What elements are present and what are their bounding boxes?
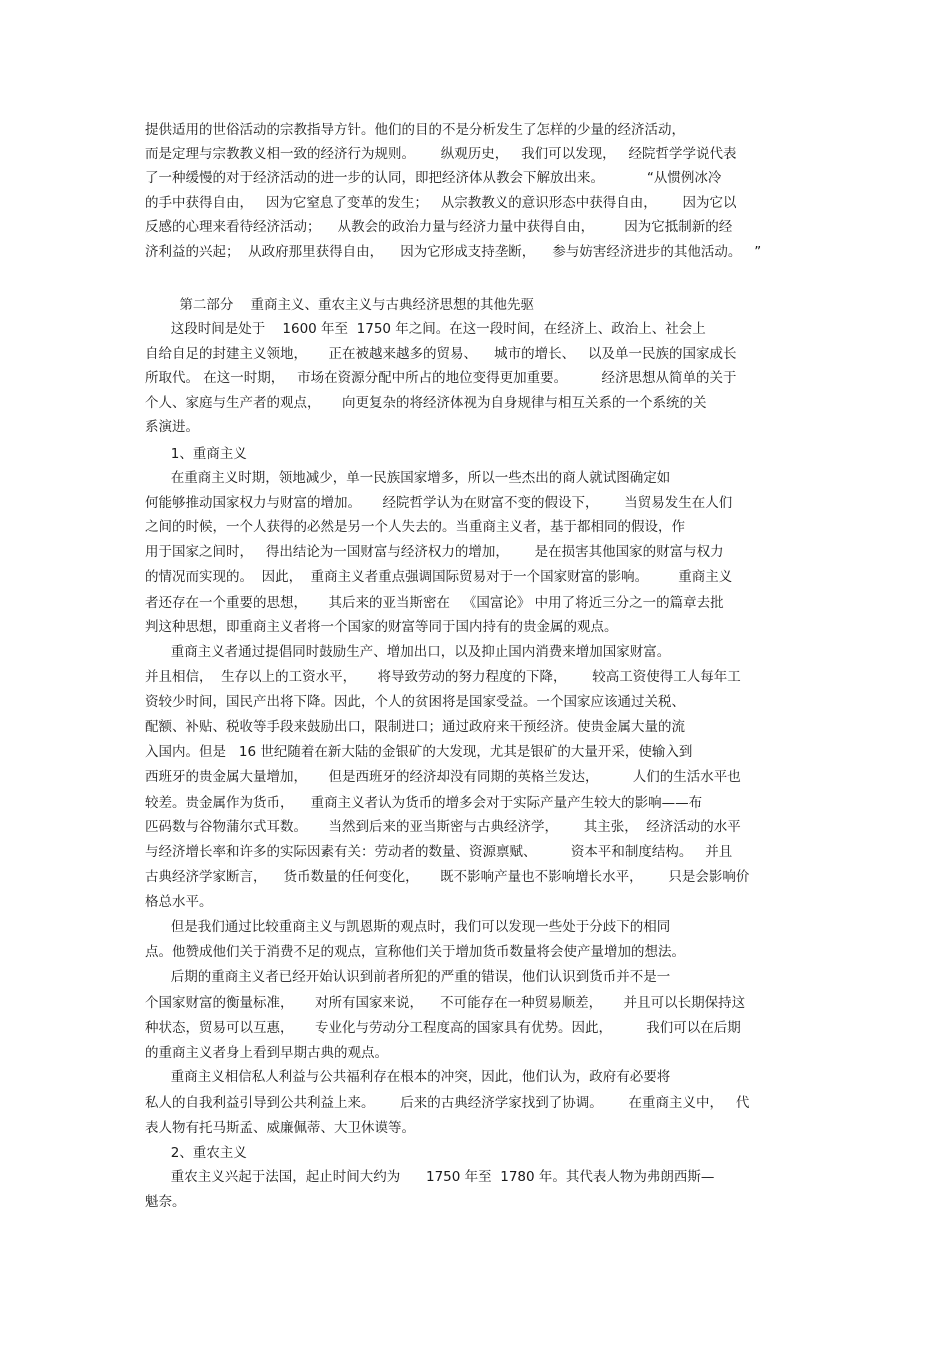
text-line: 西班牙的贵金属大量增加， 但是西班牙的经济却没有同期的英格兰发达， 人们的生活水平也 <box>145 769 741 785</box>
section-heading: 第二部分 重商主义、重农主义与古典经济思想的其他先驱 <box>145 297 534 313</box>
text-line: 所取代。 在这一时期， 市场在资源分配中所占的地位变得更加重要。 经济思想从简单的关于 <box>145 370 737 386</box>
text-line: 古典经济学家断言， 货币数量的任何变化， 既不影响产量也不影响增长水平， 只是会影响价 <box>145 869 750 885</box>
subsection-heading: 2、重农主义 <box>145 1145 247 1161</box>
text-line: 反感的心理来看待经济活动； 从教会的政治力量与经济力量中获得自由， 因为它抵制新的经 <box>145 219 733 235</box>
text-line: 后期的重商主义者已经开始认识到前者所犯的严重的错误，他们认识到货币并不是一 <box>145 969 671 985</box>
text-line: 济利益的兴起； 从政府那里获得自由， 因为它形成支持垄断， 参与妨害经济进步的其他活动。 ” <box>145 244 762 260</box>
text-line: 私人的自我利益引导到公共利益上来。 后来的古典经济学家找到了协调。 在重商主义中， 代 <box>145 1095 750 1111</box>
subsection-heading: 1、重商主义 <box>145 446 247 462</box>
text-line: 魁奈。 <box>145 1194 186 1210</box>
text-line: 提供适用的世俗活动的宗教指导方针。他们的目的不是分析发生了怎样的少量的经济活动， <box>145 122 685 138</box>
text-line: 较差。贵金属作为货币， 重商主义者认为货币的增多会对于实际产量产生较大的影响——布 <box>145 795 703 811</box>
text-line: 重商主义者通过提倡同时鼓励生产、增加出口，以及抑止国内消费来增加国家财富。 <box>145 644 671 660</box>
text-line: 这段时间是处于 1600 年至 1750 年之间。在这一段时间，在经济上、政治上、社会上 <box>145 321 706 337</box>
text-line: 匹码数与谷物蒲尔式耳数。 当然到后来的亚当斯密与古典经济学， 其主张， 经济活动的水平 <box>145 819 741 835</box>
text-line: 者还存在一个重要的思想， 其后来的亚当斯密在 《国富论》 中用了将近三分之一的篇章去批 <box>145 595 724 611</box>
text-line: 之间的时候，一个人获得的必然是另一个人失去的。当重商主义者，基于都相同的假设，作 <box>145 519 685 535</box>
text-line: 的手中获得自由， 因为它窒息了变革的发生； 从宗教教义的意识形态中获得自由， 因为它以 <box>145 195 737 211</box>
text-line: 个国家财富的衡量标准， 对所有国家来说， 不可能存在一种贸易顺差， 并且可以长期保持这 <box>145 995 746 1011</box>
text-line: 而是定理与宗教教义相一致的经济行为规则。 纵观历史， 我们可以发现， 经院哲学学说代表 <box>145 146 737 162</box>
text-line: 并且相信， 生存以上的工资水平， 将导致劳动的努力程度的下降， 较高工资使得工人每年工 <box>145 669 741 685</box>
text-line: 的情况而实现的。 因此， 重商主义者重点强调国际贸易对于一个国家财富的影响。 重商主义 <box>145 569 733 585</box>
text-line: 但是我们通过比较重商主义与凯恩斯的观点时，我们可以发现一些处于分歧下的相同 <box>145 919 671 935</box>
text-line: 判这种思想，即重商主义者将一个国家的财富等同于国内持有的贵金属的观点。 <box>145 619 618 635</box>
text-line: 表人物有托马斯孟、威廉佩蒂、大卫休谟等。 <box>145 1120 415 1136</box>
text-line: 配额、补贴、税收等手段来鼓励出口，限制进口；通过政府来干预经济。使贵金属大量的流 <box>145 719 685 735</box>
text-line: 资较少时间，国民产出将下降。因此，个人的贫困将是国家受益。一个国家应该通过关税、 <box>145 694 685 710</box>
text-line: 重商主义相信私人利益与公共福利存在根本的冲突，因此，他们认为，政府有必要将 <box>145 1069 671 1085</box>
text-line: 在重商主义时期，领地减少，单一民族国家增多，所以一些杰出的商人就试图确定如 <box>145 470 671 486</box>
text-line: 入国内。但是 16 世纪随着在新大陆的金银矿的大发现，尤其是银矿的大量开采，使输入到 <box>145 744 693 760</box>
text-line: 个人、家庭与生产者的观点， 向更复杂的将经济体视为自身规律与相互关系的一个系统的关 <box>145 395 707 411</box>
text-line: 格总水平。 <box>145 894 213 910</box>
text-line: 的重商主义者身上看到早期古典的观点。 <box>145 1045 388 1061</box>
text-line: 用于国家之间时， 得出结论为一国财富与经济权力的增加， 是在损害其他国家的财富与权力 <box>145 544 724 560</box>
text-line: 系演进。 <box>145 419 199 435</box>
text-line: 了一种缓慢的对于经济活动的进一步的认同，即把经济体从教会下解放出来。 “从惯例冰冷 <box>145 170 722 186</box>
text-line: 与经济增长率和许多的实际因素有关：劳动者的数量、资源禀赋、 资本平和制度结构。 并且 <box>145 844 733 860</box>
text-line: 重农主义兴起于法国，起止时间大约为 1750 年至 1780 年。其代表人物为弗朗西斯— <box>145 1169 715 1185</box>
text-line: 点。他赞成他们关于消费不足的观点，宣称他们关于增加货币数量将会使产量增加的想法。 <box>145 944 685 960</box>
text-line: 何能够推动国家权力与财富的增加。 经院哲学认为在财富不变的假设下， 当贸易发生在人们 <box>145 495 733 511</box>
text-line: 种状态，贸易可以互惠， 专业化与劳动分工程度高的国家具有优势。因此， 我们可以在后期 <box>145 1020 741 1036</box>
text-line: 自给自足的封建主义领地， 正在被越来越多的贸易、 城市的增长、 以及单一民族的国家成长 <box>145 346 737 362</box>
